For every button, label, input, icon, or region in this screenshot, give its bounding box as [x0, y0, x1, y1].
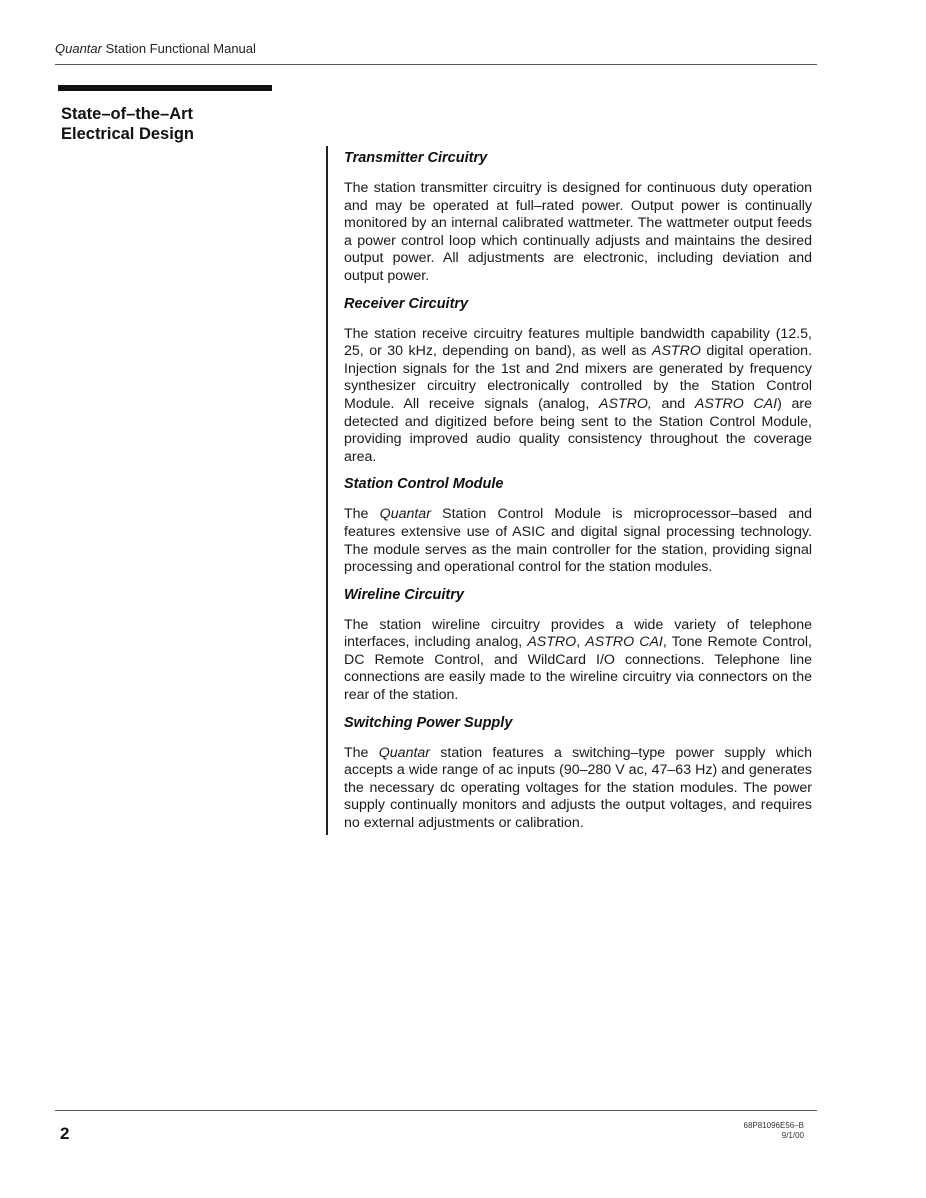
section-title-line2: Electrical Design — [61, 125, 194, 143]
main-content — [344, 148, 812, 841]
body-receiver — [344, 326, 812, 467]
section-title — [61, 104, 281, 144]
section-bar — [58, 85, 272, 91]
doc-number: 68P81096E56–B — [743, 1121, 804, 1130]
heading-transmitter: Transmitter Circuitry — [344, 150, 488, 166]
text-run: The station wireline circuitry provides a wide variety of telephone interfaces, including analog, — [344, 616, 812, 651]
text-run: The — [344, 744, 379, 761]
text-run-italic: ASTRO — [651, 343, 701, 360]
heading-receiver: Receiver Circuitry — [344, 295, 469, 312]
text-run-italic: ASTRO CAI — [585, 634, 663, 651]
footer-rule — [55, 1110, 817, 1111]
text-run-italic: ASTRO CAI — [694, 395, 778, 412]
text-run: The — [344, 506, 380, 523]
heading-wireline: Wireline Circuitry — [344, 586, 464, 603]
section-title-line1: State–of–the–Art — [61, 105, 194, 123]
text-run: , Tone Remote Control, DC Remote Control, and WildCard I/O connections. Telephone line connections are easily made to the wireline circuitry via connectors on the rear of the station. — [344, 634, 812, 704]
doc-date: 9/1/00 — [781, 1131, 804, 1140]
header-rule — [55, 64, 817, 65]
page-number: 2 — [60, 1124, 70, 1143]
text-run: The station receive circuitry features multiple bandwidth capability (12.5, 25, or 30 kHz, depending on band), as well as — [344, 325, 812, 360]
change-bar — [326, 146, 328, 835]
text-run: station features a switching–type power supply which accepts a wide range of ac inputs (90–280 V ac, 47–63 Hz) and generates the necessary dc operating voltages for the station modules. The power supply continually monitors and adjusts the output voltages, and requires no external adjustments or calibration. — [344, 744, 813, 832]
body-wireline — [344, 617, 812, 705]
text-run: , — [576, 634, 586, 651]
text-run: digital operation. Injection signals for the 1st and 2nd mixers are generated by frequency synthesizer circuitry electronically controlled by the Station Control Module. All receive signals (analog, — [344, 343, 812, 412]
text-run-italic: ASTRO — [527, 634, 577, 651]
body-station-control — [344, 506, 812, 576]
document-id — [700, 1121, 804, 1141]
body-power-supply — [344, 745, 812, 833]
heading-power-supply: Switching Power Supply — [344, 714, 513, 731]
text-run: and — [651, 395, 695, 412]
text-run-italic: Quantar — [378, 744, 431, 761]
text-run: ) are detected and digitized before being sent to the Station Control Module, providing improved audio quality consistency throughout the coverage area. — [344, 395, 812, 465]
running-header — [55, 41, 256, 56]
header-brand: Quantar — [55, 41, 102, 56]
body-transmitter: The station transmitter circuitry is designed for continuous duty operation and may be operated at full–rated power. Output power is continually monitored by an internal calibrated wattmeter. The wattmeter output feeds a power control loop which continually adjusts and maintains the desired output power. All adjustments are electronic, including deviation and output power. — [344, 180, 812, 284]
text-run-italic: Quantar — [379, 506, 431, 523]
header-title: Station Functional Manual — [101, 41, 256, 56]
text-run: Station Control Module is microprocessor–based and features extensive use of ASIC and digital signal processing technology. The module serves as the main controller for the station, providing signal processing and operational control for the station modules. — [344, 506, 812, 576]
text-run-italic: ASTRO, — [599, 395, 652, 412]
heading-station-control: Station Control Module — [344, 476, 504, 493]
